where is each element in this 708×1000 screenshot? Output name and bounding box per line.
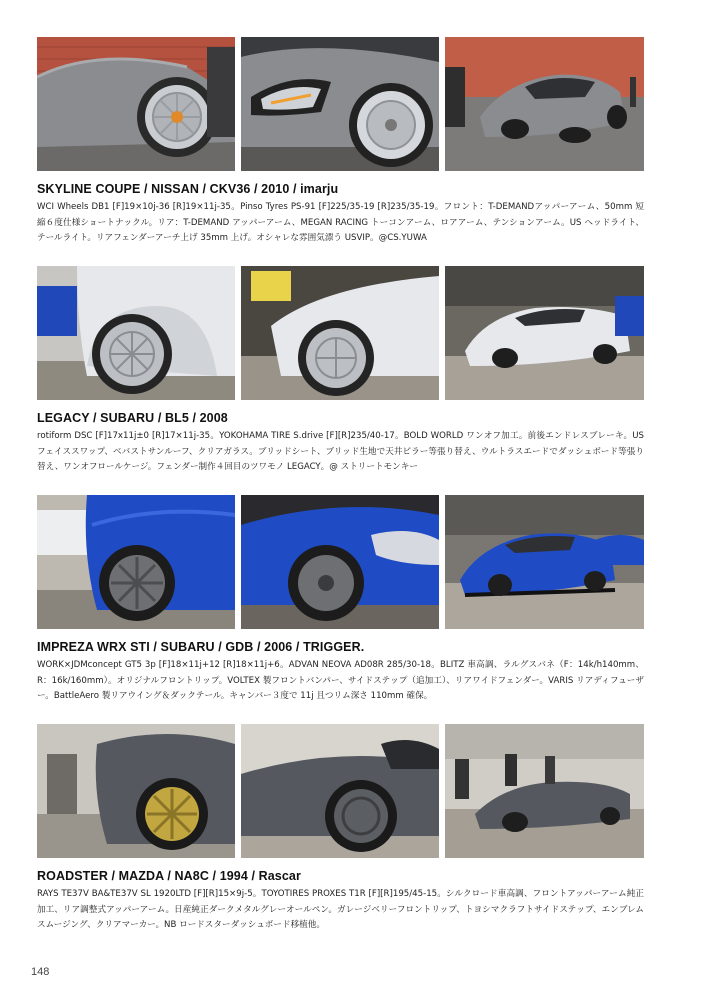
photo-legacy-full[interactable] xyxy=(445,266,644,400)
car-description: WORK×JDMconcept GT5 3p [F]18×11j+12 [R]18×11j+6。ADVAN NEOVA AD08R 285/30-18。BLITZ 車高調、ラルグスバネ（F：14k/h140mm、R：16k/160mm）。オリジナルフロントリップ。VOLTEX 製フロントバンパー、サイドステップ（追加工）、リアワイドフェンダー。VARIS リアディフューザー。BattleAero 製リアウイング＆ダックテール。キャンバー３度で 11j 且つリム深さ 110mm 確保。 xyxy=(37,660,644,701)
photo-roadster-full[interactable] xyxy=(445,724,644,858)
car-description: rotiform DSC [F]17x11j±0 [R]17×11j-35。YOKOHAMA TIRE S.drive [F][R]235/40-17。BOLD WORLD ワンオフ加工。前後エンドレスブレーキ。US フェイススワップ、ベバストサンルーフ、クリアガラス。ブリッドシート、ブリッド生地で天井ピラー等張り替え、ウルトラスエードでダッシュボード等張り替え、ワンオフロールケージ。フェンダー制作４回目のツワモノ LEGACY。@ ストリートモンキー xyxy=(37,431,644,472)
photo-skyline-full[interactable] xyxy=(445,37,644,171)
photo-roadster-rear-wheel[interactable] xyxy=(37,724,235,858)
photo-legacy-wheel[interactable] xyxy=(37,266,235,400)
photo-impreza-front[interactable] xyxy=(241,495,439,629)
car-title: IMPREZA WRX STI / SUBARU / GDB / 2006 / TRIGGER. xyxy=(37,640,365,654)
car-description: WCI Wheels DB1 [F]19×10j-36 [R]19×11j-35。Pinso Tyres PS-91 [F]225/35-19 [R]235/35-19。フロント：T-DEMANDアッパーアーム、50mm 短縮６度仕様ショートナックル。リア：T-DEMAND アッパーアーム、MEGAN RACING トーコンアーム、ロアアーム、テンションアーム。US ヘッドライト、テールライト。リアフェンダーアーチ上げ 35mm 上げ。オシャレな雰囲気漂う USVIP。@CS.YUWA xyxy=(37,202,644,243)
photo-skyline-rear-wheel[interactable] xyxy=(37,37,235,171)
car-entry-legacy xyxy=(37,266,644,476)
photo-row xyxy=(37,724,644,858)
photo-impreza-wheel[interactable] xyxy=(37,495,235,629)
car-title: SKYLINE COUPE / NISSAN / CKV36 / 2010 / imarju xyxy=(37,182,339,196)
car-entry-roadster xyxy=(37,724,644,934)
photo-row xyxy=(37,266,644,400)
photo-skyline-front[interactable] xyxy=(241,37,439,171)
photo-row xyxy=(37,37,644,171)
car-description: RAYS TE37V BA&TE37V SL 1920LTD [F][R]15×9j-5。TOYOTIRES PROXES T1R [F][R]195/45-15。シルクロード車高調、フロントアッパーアーム純正加工、リア調整式アッパーアーム。日産純正ダークメタルグレーオールペン。ガレージベリーフロントリップ、トヨシマクラフトサイドステップ、エンブレムスムージング、クリアマーカー。NB ロードスターダッシュボード移植他。 xyxy=(37,889,644,930)
photo-row xyxy=(37,495,644,629)
page-number: 148 xyxy=(31,966,50,978)
photo-impreza-full[interactable] xyxy=(445,495,644,629)
car-title: ROADSTER / MAZDA / NA8C / 1994 / Rascar xyxy=(37,869,301,883)
car-entry-impreza xyxy=(37,495,644,705)
photo-roadster-side[interactable] xyxy=(241,724,439,858)
car-entry-skyline xyxy=(37,37,644,247)
photo-legacy-front-fender[interactable] xyxy=(241,266,439,400)
car-title: LEGACY / SUBARU / BL5 / 2008 xyxy=(37,411,228,425)
